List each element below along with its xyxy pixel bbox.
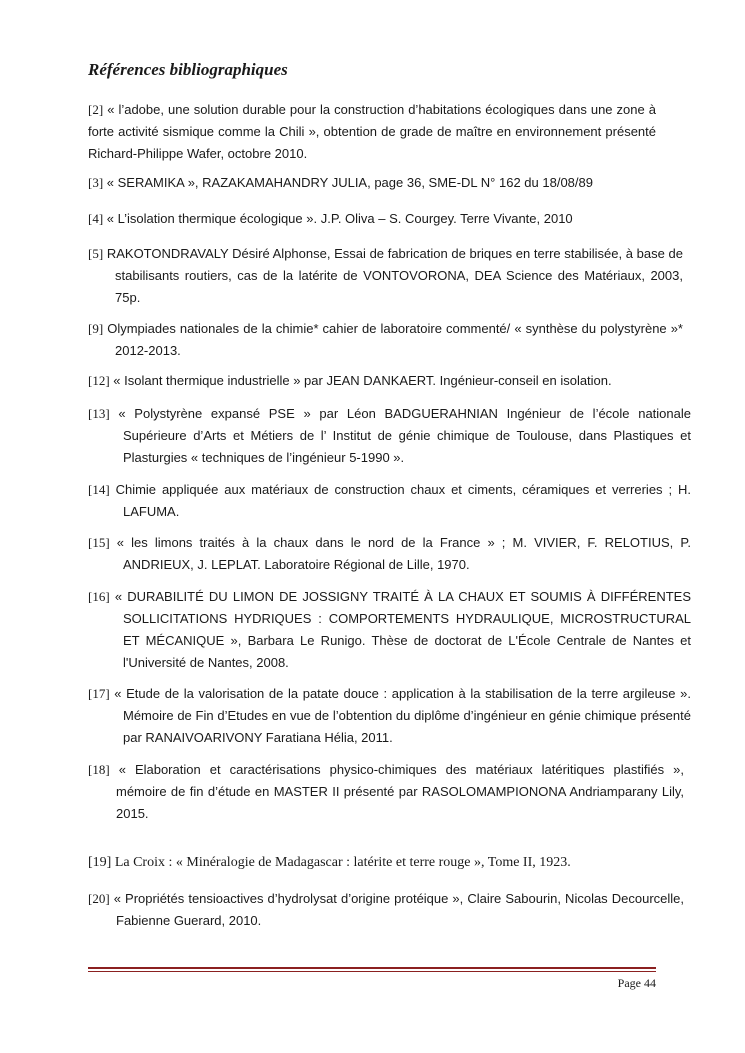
reference-5: [88, 243, 683, 309]
reference-number: [15]: [88, 535, 110, 550]
reference-number: [13]: [88, 406, 110, 421]
reference-text: Olympiades nationales de la chimie* cahier de laboratoire commenté/ « synthèse du polystyrène »* 2012-2013.: [103, 321, 683, 358]
reference-number: [19]: [88, 855, 112, 870]
reference-number: [5]: [88, 246, 104, 261]
reference-3: [88, 172, 656, 194]
reference-text: « Polystyrène expansé PSE » par Léon BADGUERAHNIAN Ingénieur de l’école nationale Supérieure d’Arts et Métiers de l’ Institut de génie chimique de Toulouse, dans Plastiques et Plasturgies « techniques de l’ingénieur 5-1990 ».: [109, 406, 691, 465]
reference-number: [17]: [88, 686, 110, 701]
footer-divider: [88, 967, 656, 969]
reference-number: [16]: [88, 589, 110, 604]
reference-19: [88, 852, 656, 874]
reference-text: « SERAMIKA », RAZAKAMAHANDRY JULIA, page 36, SME-DL N° 162 du 18/08/89: [103, 175, 593, 190]
reference-text: « DURABILITÉ DU LIMON DE JOSSIGNY TRAITÉ À LA CHAUX ET SOUMIS À DIFFÉRENTES SOLLICITATIONS HYDRIQUES : COMPORTEMENTS HYDRAULIQUE, MICROSTRUCTURAL ET MÉCANIQUE », Barbara Le Runigo. Thèse de doctorat de L'École Centrale de Nantes et l'Université de Nantes, 2008.: [109, 589, 691, 670]
reference-20: [88, 888, 684, 932]
reference-text: « les limons traités à la chaux dans le nord de la France » ; M. VIVIER, F. RELOTIUS, P. ANDRIEUX, J. LEPLAT. Laboratoire Régional de Lille, 1970.: [109, 535, 691, 572]
reference-15: [88, 532, 691, 576]
reference-text: « Elaboration et caractérisations physico-chimiques des matériaux latéritiques plastifiés », mémoire de fin d’étude en MASTER II présenté par RASOLOMAMPIONONA Andriamparany Lily, 2015.: [109, 762, 684, 821]
reference-number: [18]: [88, 762, 110, 777]
reference-text: RAKOTONDRAVALY Désiré Alphonse, Essai de fabrication de briques en terre stabilisée, à base de stabilisants routiers, cas de la latérite de VONTOVORONA, DEA Science des Matériaux, 2003, 75p.: [103, 246, 683, 305]
reference-text: « Isolant thermique industrielle » par JEAN DANKAERT. Ingénieur-conseil en isolation.: [109, 373, 612, 388]
page-number: Page 44: [617, 976, 656, 990]
footer-divider-thin: [88, 971, 656, 972]
reference-number: [3]: [88, 175, 104, 190]
reference-16: [88, 586, 691, 674]
reference-4: [88, 208, 656, 230]
reference-text: Chimie appliquée aux matériaux de construction chaux et ciments, céramiques et verreries ; H. LAFUMA.: [109, 482, 691, 519]
reference-17: [88, 683, 691, 749]
reference-text: « L’isolation thermique écologique ». J.P. Oliva – S. Courgey. Terre Vivante, 2010: [103, 211, 573, 226]
reference-number: [2]: [88, 102, 104, 117]
reference-13: [88, 403, 691, 469]
reference-12: [88, 370, 656, 392]
reference-text: La Croix : « Minéralogie de Madagascar : latérite et terre rouge », Tome II, 1923.: [111, 855, 571, 870]
reference-14: [88, 479, 691, 523]
reference-18: [88, 759, 684, 825]
reference-text: « Etude de la valorisation de la patate douce : application à la stabilisation de la terre argileuse ». Mémoire de Fin d’Etudes en vue de l’obtention du diplôme d’ingénieur en génie chimique présenté par RANAIVOARIVONY Faratiana Hélia, 2011.: [109, 686, 691, 745]
reference-number: [20]: [88, 891, 110, 906]
reference-9: [88, 318, 683, 362]
reference-text: « Propriétés tensioactives d’hydrolysat d’origine protéique », Claire Sabourin, Nicolas Decourcelle, Fabienne Guerard, 2010.: [109, 891, 684, 928]
reference-number: [4]: [88, 211, 104, 226]
reference-number: [9]: [88, 321, 104, 336]
reference-number: [14]: [88, 482, 110, 497]
reference-text: « l’adobe, une solution durable pour la construction d’habitations écologiques dans une zone à forte activité sismique comme la Chili », obtention de grade de maître en environnement présenté Richard-Philippe Wafer, octobre 2010.: [88, 102, 656, 161]
reference-number: [12]: [88, 373, 110, 388]
page-title: Références bibliographiques: [88, 60, 288, 79]
reference-2: [88, 99, 656, 165]
